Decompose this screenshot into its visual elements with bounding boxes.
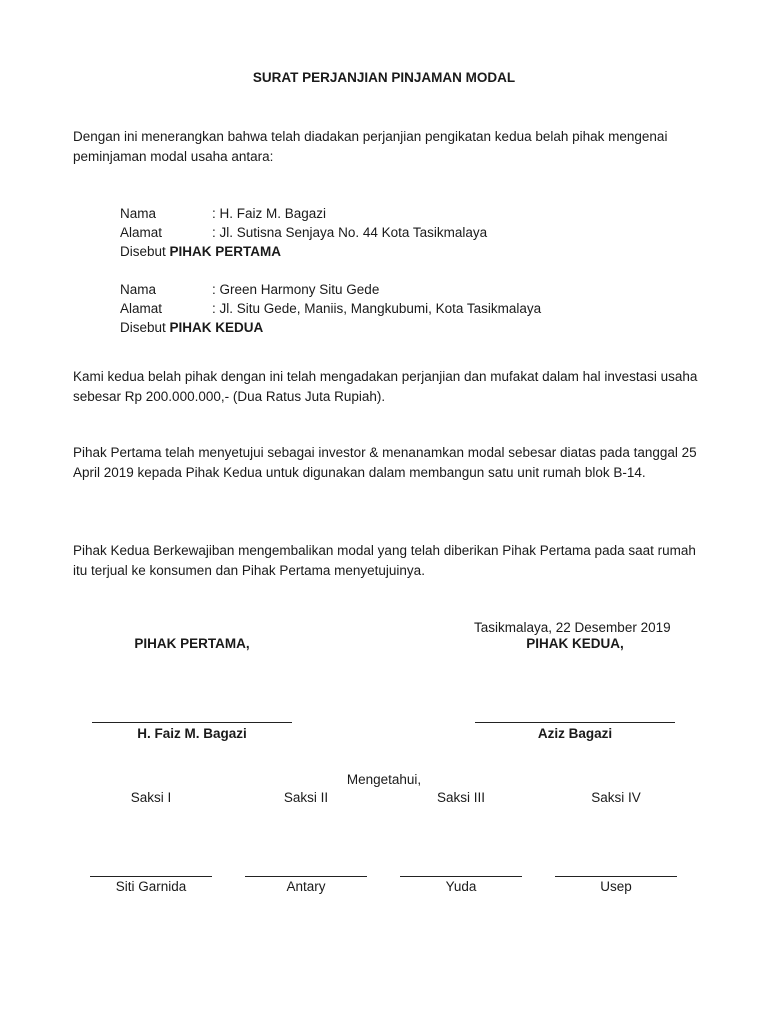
place-date: Tasikmalaya, 22 Desember 2019 [474, 620, 671, 635]
witness-1-signature-line [90, 876, 212, 877]
party1-address-label: Alamat [120, 225, 163, 240]
party2-signatory-name: Aziz Bagazi [537, 726, 613, 741]
party1-heading: PIHAK PERTAMA, [134, 636, 250, 651]
obligation-paragraph: Pihak Kedua Berkewajiban mengembalikan modal yang telah diberikan Pihak Pertama pada saat rumah itu terjual ke konsumen dan Pihak Pertama menyetujuinya. [73, 543, 696, 578]
witness-4-label: Saksi IV [591, 790, 641, 805]
witness-3-signature-line [400, 876, 522, 877]
party1-name-label: Nama [120, 206, 157, 221]
party1-called-prefix: Disebut [120, 244, 166, 259]
party2-called-row [120, 318, 263, 338]
party1-signature-line [92, 722, 292, 723]
witness-3-name: Yuda [445, 879, 477, 894]
witness-2-name: Antary [286, 879, 326, 894]
investment-paragraph: Kami kedua belah pihak dengan ini telah mengadakan perjanjian dan mufakat dalam hal investasi usaha sebesar Rp 200.000.000,- (Dua Ratus Juta Rupiah). [73, 369, 698, 404]
party2-called-name: PIHAK KEDUA [169, 320, 264, 335]
witness-1-name: Siti Garnida [115, 879, 187, 894]
party1-called-name: PIHAK PERTAMA [169, 244, 282, 259]
party2-address-label: Alamat [120, 301, 163, 316]
party2-signature-line [475, 722, 675, 723]
agreement-paragraph: Pihak Pertama telah menyetujui sebagai investor & menanamkan modal sebesar diatas pada tanggal 25 April 2019 kepada Pihak Kedua untuk digunakan dalam membangun satu unit rumah blok B-14. [73, 445, 697, 480]
party2-address-row [120, 299, 640, 319]
party2-called-prefix: Disebut [120, 320, 166, 335]
party2-name-row [120, 280, 640, 300]
party2-address-value: : Jl. Situ Gede, Maniis, Mangkubumi, Kota Tasikmalaya [212, 301, 542, 316]
party1-address-row [120, 223, 640, 243]
party1-name-value: : H. Faiz M. Bagazi [212, 206, 327, 221]
party2-name-label: Nama [120, 282, 157, 297]
party1-address-value: : Jl. Sutisna Senjaya No. 44 Kota Tasikmalaya [212, 225, 488, 240]
party1-called-row [120, 242, 281, 262]
witness-4-name: Usep [600, 879, 632, 894]
witness-4-signature-line [555, 876, 677, 877]
witness-3-label: Saksi III [436, 790, 485, 805]
party2-heading: PIHAK KEDUA, [526, 636, 624, 651]
intro-paragraph: Dengan ini menerangkan bahwa telah diadakan perjanjian pengikatan kedua belah pihak mengenai peminjaman modal usaha antara: [73, 129, 668, 164]
witness-heading: Mengetahui, [346, 772, 422, 787]
witness-1-label: Saksi I [130, 790, 172, 805]
witness-2-signature-line [245, 876, 367, 877]
witness-2-label: Saksi II [283, 790, 329, 805]
party2-name-value: : Green Harmony Situ Gede [212, 282, 380, 297]
party1-name-row [120, 204, 640, 224]
party1-signatory-name: H. Faiz M. Bagazi [137, 726, 247, 741]
document-title: SURAT PERJANJIAN PINJAMAN MODAL [252, 70, 516, 85]
